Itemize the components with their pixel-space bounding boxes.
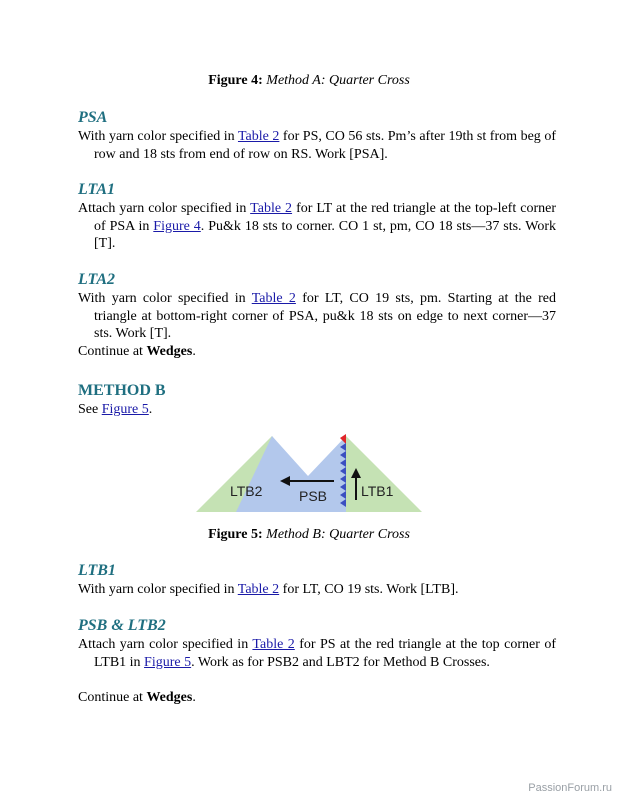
wedges-reference: Wedges	[146, 690, 193, 705]
figure-5-link[interactable]: Figure 5	[101, 402, 149, 417]
figure-5-caption	[0, 526, 618, 544]
lta1-heading: LTA1	[78, 181, 116, 198]
psa-paragraph: With yarn color specified in Table 2 for PS, CO 56 sts. Pm’s after 19th st from beg of row and 18 sts from end of row on RS. Work [PSA].	[78, 129, 556, 162]
ltb1-heading: LTB1	[78, 562, 116, 579]
psb-ltb2-continue: Continue at Wedges.	[78, 690, 196, 705]
ltb1-paragraph: With yarn color specified in Table 2 for LT, CO 19 sts. Work [LTB].	[78, 582, 459, 597]
figure-5-link[interactable]: Figure 5	[144, 654, 192, 670]
table-2-link[interactable]: Table 2	[250, 201, 293, 216]
lta1-paragraph: Attach yarn color specified in Table 2 for LT at the red triangle at the top-left corner of PSA in Figure 4. Pu&k 18 sts to corner. CO 1 st, pm, CO 18 sts—37 sts. Work [T].	[78, 201, 556, 251]
psb-ltb2-paragraph: Attach yarn color specified in Table 2 for PS at the red triangle at the top corner of LTB1 in Figure 5. Work as for PSB2 and LBT2 for Method B Crosses.	[78, 637, 556, 670]
psb-ltb2-heading: PSB & LTB2	[78, 617, 166, 634]
method-b-heading: METHOD B	[78, 382, 166, 399]
table-2-link[interactable]: Table 2	[252, 637, 295, 652]
watermark: PassionForum.ru	[528, 782, 612, 794]
lta2-paragraph: With yarn color specified in Table 2 for LT, CO 19 sts, pm. Starting at the red triangle at bottom-right corner of PSA, pu&k 18 sts on edge to next corner—37 sts. Work [T].	[78, 291, 556, 341]
table-2-link[interactable]: Table 2	[237, 129, 280, 144]
ltb1-label: LTB1	[361, 483, 394, 499]
figure-5-title: Method B: Quarter Cross	[266, 527, 410, 542]
figure-4-link[interactable]: Figure 4	[153, 218, 201, 234]
figure-4-label: Figure 4:	[208, 73, 263, 88]
psa-heading: PSA	[78, 109, 108, 126]
table-2-link[interactable]: Table 2	[237, 582, 280, 597]
method-b-paragraph: See Figure 5.	[78, 402, 153, 417]
figure-5-diagram	[196, 434, 424, 514]
lta2-continue: Continue at Wedges.	[78, 344, 196, 359]
wedges-reference: Wedges	[146, 344, 193, 359]
lta2-heading: LTA2	[78, 271, 116, 288]
psb-label: PSB	[299, 488, 328, 504]
figure-4-title: Method A: Quarter Cross	[266, 73, 410, 88]
figure-5-label: Figure 5:	[208, 527, 263, 542]
table-2-link[interactable]: Table 2	[251, 291, 296, 306]
figure-4-caption	[0, 72, 618, 90]
ltb2-label: LTB2	[230, 483, 263, 499]
